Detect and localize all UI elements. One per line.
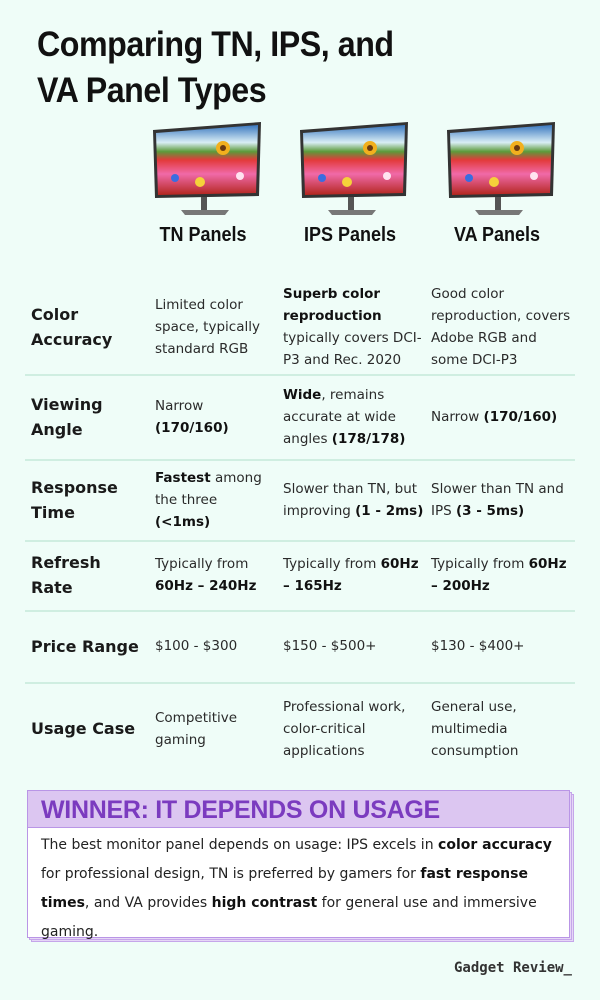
table-row [25,280,575,374]
cell-text: Typically from [431,556,529,572]
winner-summary [28,828,569,947]
cell-text: Superb color reproduction [283,286,382,324]
table-cell [155,280,273,374]
cell-text: (3 - 5ms) [455,502,525,519]
winner-heading: WINNER: IT DEPENDS ON USAGE [28,791,569,828]
table-row [25,540,575,610]
cell-text: 60Hz – 165Hz [283,556,419,594]
cell-text: $100 - $300 [155,638,238,654]
table-cell [283,540,425,610]
column-header: VA Panels [453,224,541,246]
summary-text: for general use and immersive gaming. [41,895,537,940]
summary-text: fast response times [41,866,528,911]
cell-text: among the three [155,469,262,508]
cell-text: 60Hz – 240Hz [155,578,257,594]
page-title: Comparing TN, IPS, and VA Panel Types [37,25,394,110]
table-cell [155,682,273,775]
cell-text: General use, multimedia consumption [431,698,519,759]
table-row [25,610,575,682]
cell-text: (1 - 2ms) [355,502,424,519]
row-label: Viewing Angle [31,394,103,439]
cell-text: 60Hz – 200Hz [431,556,567,594]
cell-text: (<1ms) [155,513,211,530]
monitor-image [145,118,265,218]
table-cell [431,374,575,459]
table-row [25,682,575,775]
row-label: Response Time [31,477,118,522]
table-cell [431,610,575,682]
table-cell [431,540,575,610]
cell-text: Narrow [155,397,204,414]
cell-text: Good color reproduction, covers Adobe RGB and some DCI-P3 [431,286,571,368]
row-label: Refresh Rate [31,553,101,597]
cell-text: Fastest [155,469,211,486]
monitor-image [292,118,412,218]
cell-text: (170/160) [155,419,229,436]
table-cell [155,540,273,610]
row-label: Price Range [31,636,139,656]
cell-text: Narrow [431,408,484,425]
summary-text: , and VA provides [84,895,212,911]
table-cell [283,459,425,540]
table-cell [431,459,575,540]
brand-logo: Gadget Review_ [453,960,572,976]
summary-text: The best monitor panel depends on usage: IPS excels in [41,837,439,853]
row-label: Usage Case [31,719,136,738]
table-cell [283,280,425,374]
table-row [25,459,575,540]
cell-text: Wide [283,386,322,403]
cell-text: Slower than TN and IPS [431,480,564,519]
table-cell [155,610,273,682]
summary-text: for professional design, TN is preferred by gamers for [41,866,421,882]
table-cell [283,610,425,682]
summary-text: color accuracy [438,837,552,853]
cell-text: , remains accurate at wide angles [283,386,396,447]
table-cell [283,682,425,775]
row-label: Color Accuracy [31,305,113,349]
cell-text: $150 - $500+ [283,638,377,654]
cell-text: $130 - $400+ [431,638,525,654]
column-header: TN Panels [159,224,247,246]
table-cell [283,374,425,459]
cell-text: Typically from [155,556,249,572]
table-cell [155,374,273,459]
monitor-image [439,118,559,218]
cell-text: Professional work, color-critical applications [283,698,406,759]
cell-text: Typically from [283,556,381,572]
column-header: IPS Panels [303,224,397,246]
table-cell [155,459,273,540]
cell-text: typically covers DCI-P3 and Rec. 2020 [283,330,422,368]
table-cell [431,280,575,374]
cell-text: Limited color space, typically standard RGB [155,297,260,357]
cell-text: (170/160) [483,408,558,425]
summary-text: high contrast [211,895,318,911]
table-cell [431,682,575,775]
winner-box [27,790,570,938]
cell-text: Competitive gaming [155,709,238,748]
table-row [25,374,575,459]
cell-text: (178/178) [331,430,406,447]
cell-text: Slower than TN, but improving [283,480,418,519]
